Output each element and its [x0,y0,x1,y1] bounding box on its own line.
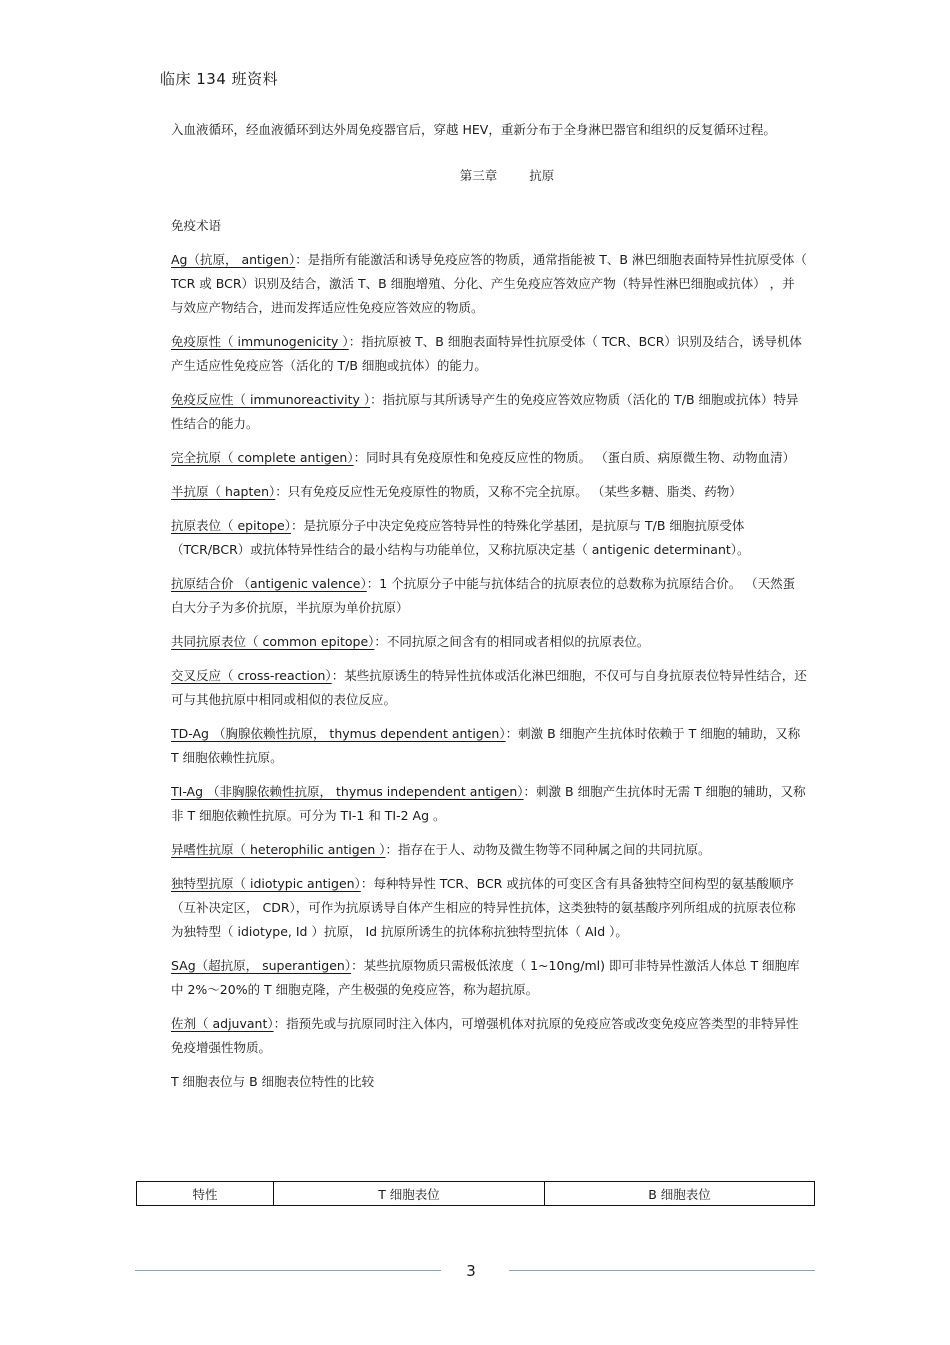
term-definition: ：每种特异性 TCR、BCR 或抗体的可变区含有具备独特空间构型的氨基酸顺序（互补决定区， CDR），可作为抗原诱导自体产生相应的特异性抗体，这类独特的氨基酸序列所组成的抗原表位称为独特型（ idiotype, Id ）抗原， Id 抗原所诱生的抗体称抗独特型抗体（ AId ）。 [171,876,796,939]
term-entry [171,480,807,504]
term-definition: ：是抗原分子中决定免疫应答特异性的特殊化学基团，是抗原与 T/B 细胞抗原受体（TCR/BCR）或抗体特异性结合的最小结构与功能单位，又称抗原决定基（ antigenic determinant）。 [171,518,750,557]
term-definition: ：只有免疫反应性无免疫原性的物质，又称不完全抗原。 （某些多糖、脂类、药物） [275,484,742,499]
term-entry [171,954,807,1002]
term-name: 交叉反应（ cross-reaction） [171,668,332,683]
term-name: 佐剂（ adjuvant） [171,1016,274,1031]
footer-rule-left [135,1270,441,1271]
term-name: 抗原结合价 （antigenic valence） [171,576,367,591]
term-name: 半抗原（ hapten） [171,484,276,499]
term-definition: ：不同抗原之间含有的相同或者相似的抗原表位。 [374,634,650,649]
term-entry [171,838,807,862]
term-entry [171,248,807,320]
comparison-table [136,1181,815,1206]
term-entry [171,664,807,712]
term-entry [171,1012,807,1060]
chapter-number: 第三章 [459,168,498,183]
chapter-title: 抗原 [529,168,555,183]
term-name: Ag（抗原， antigen） [171,252,296,267]
term-entry [171,388,807,436]
term-entry [171,330,807,378]
term-name: 免疫原性（ immunogenicity ） [171,334,349,349]
footer-rule-right [509,1270,815,1271]
page-header: 临床 134 班资料 [160,70,279,88]
term-name: 异嗜性抗原（ heterophilic antigen ） [171,842,386,857]
term-definition: ：指抗原与其所诱导产生的免疫应答效应物质（活化的 T/B 细胞或抗体）特异性结合的能力。 [171,392,799,431]
table-header-row [137,1182,815,1206]
page-number: 3 [466,1262,476,1280]
term-name: TI-Ag （非胸腺依赖性抗原， thymus independent antigen） [171,784,524,799]
term-definition: ：某些抗原诱生的特异性抗体或活化淋巴细胞，不仅可与自身抗原表位特异性结合，还可与其他抗原中相同或相似的表位反应。 [171,668,807,707]
term-name: 免疫反应性（ immunoreactivity ） [171,392,371,407]
term-entry [171,630,807,654]
intro-paragraph: 入血液循环，经血液循环到达外周免疫器官后，穿越 HEV，重新分布于全身淋巴器官和组织的反复循环过程。 [171,122,776,137]
term-entry [171,572,807,620]
term-entry [171,514,807,562]
term-name: TD-Ag （胸腺依赖性抗原， thymus dependent antigen） [171,726,506,741]
term-name: SAg（超抗原， superantigen） [171,958,352,973]
term-definition: ：是指所有能激活和诱导免疫应答的物质，通常指能被 T、B 淋巴细胞表面特异性抗原受体（ TCR 或 BCR）识别及结合，激活 T、B 细胞增殖、分化、产生免疫应答效应产物（特异性淋巴细胞或抗体） ，并与效应产物结合，进而发挥适应性免疫应答效应的物质。 [171,252,807,315]
term-definition: ：指预先或与抗原同时注入体内，可增强机体对抗原的免疫应答或改变免疫应答类型的非特异性免疫增强性物质。 [171,1016,799,1055]
document-body [171,118,807,1094]
table-header-cell: 特性 [137,1182,274,1206]
term-entry [171,446,807,470]
term-definition: ：刺激 B 细胞产生抗体时无需 T 细胞的辅助，又称非 T 细胞依赖性抗原。可分为 TI-1 和 TI-2 Ag 。 [171,784,806,823]
table-header-cell: B 细胞表位 [545,1182,815,1206]
term-entry [171,872,807,944]
term-definition: ：1 个抗原分子中能与抗体结合的抗原表位的总数称为抗原结合价。 （天然蛋白大分子为多价抗原，半抗原为单价抗原） [171,576,796,615]
term-name: 独特型抗原（ idiotypic antigen） [171,876,361,891]
term-definition: ：刺激 B 细胞产生抗体时依赖于 T 细胞的辅助，又称 T 细胞依赖性抗原。 [171,726,801,765]
term-entry [171,780,807,828]
term-entry [171,722,807,770]
term-definition: ：同时具有免疫原性和免疫反应性的物质。 （蛋白质、病原微生物、动物血清） [353,450,796,465]
term-list [171,248,807,1060]
table-header-cell: T 细胞表位 [274,1182,545,1206]
term-definition: ：指抗原被 T、B 细胞表面特异性抗原受体（ TCR、BCR）识别及结合，诱导机体产生适应性免疫应答（活化的 T/B 细胞或抗体）的能力。 [171,334,802,373]
comparison-title: T 细胞表位与 B 细胞表位特性的比较 [171,1074,375,1089]
term-name: 共同抗原表位（ common epitope） [171,634,375,649]
term-name: 抗原表位（ epitope） [171,518,291,533]
chapter-heading [171,164,843,188]
term-definition: ：某些抗原物质只需极低浓度（ 1~10ng/ml) 即可非特异性激活人体总 T 细胞库中 2%～20%的 T 细胞克隆，产生极强的免疫应答，称为超抗原。 [171,958,800,997]
term-definition: ：指存在于人、动物及微生物等不同种属之间的共同抗原。 [385,842,711,857]
term-name: 完全抗原（ complete antigen） [171,450,354,465]
section-title: 免疫术语 [171,218,222,233]
